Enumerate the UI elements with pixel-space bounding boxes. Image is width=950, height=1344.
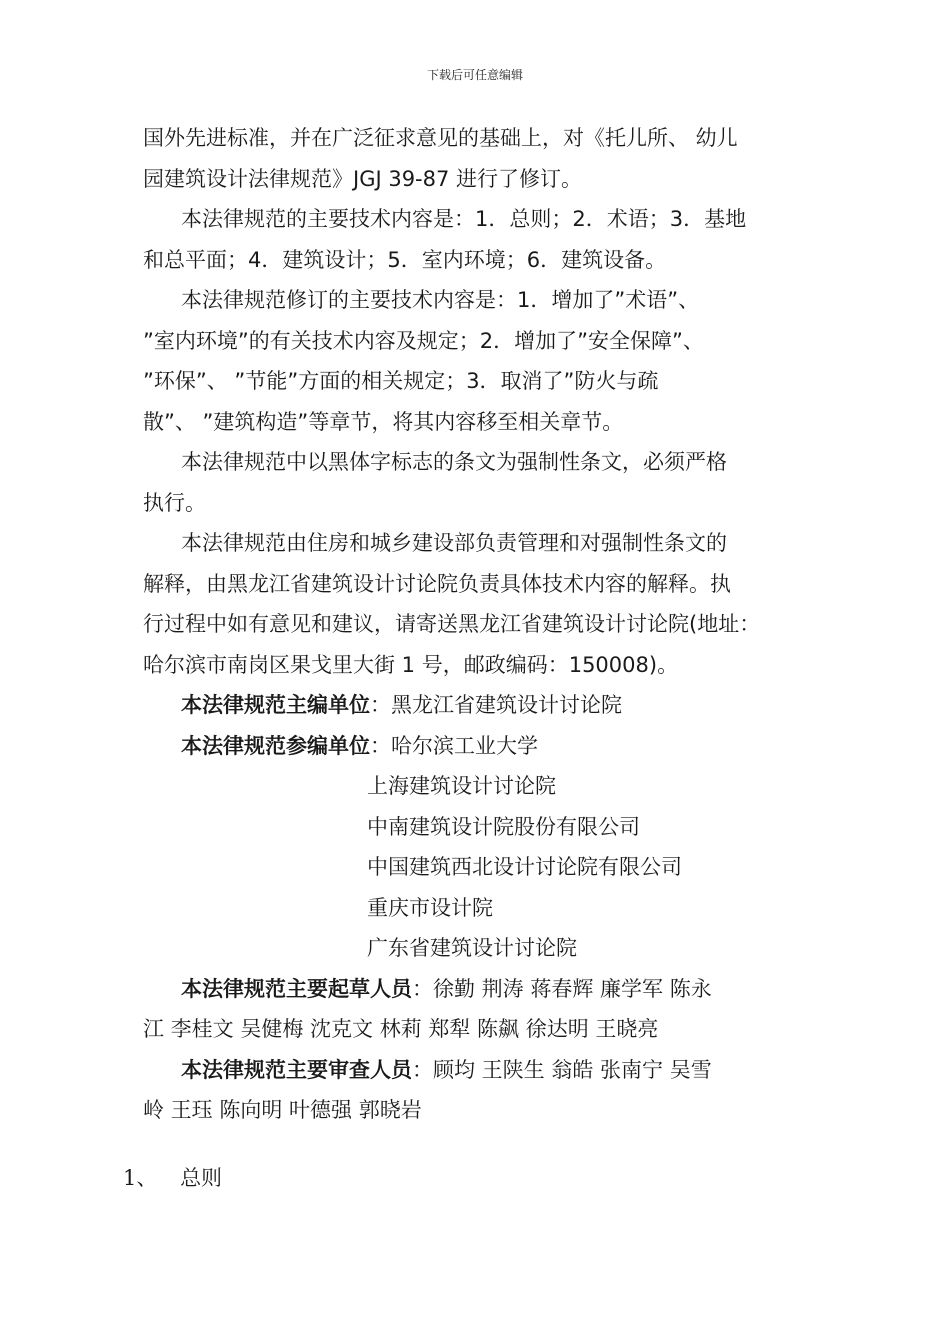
text-line: ”环保”、 ”节能”方面的相关规定；3．取消了”防火与疏 [143, 369, 659, 393]
text-line: 本法律规范中以黑体字标志的条文为强制性条文，必须严格 [181, 450, 727, 474]
section-number: 1、 [123, 1166, 158, 1190]
chief-editor-label: 本法律规范主编单位 [181, 693, 370, 717]
participant-item: 中国建筑西北设计讨论院有限公司 [367, 855, 682, 879]
section-heading [123, 1158, 222, 1198]
text-line: 国外先进标准，并在广泛征求意见的基础上，对《托儿所、 幼儿 [143, 126, 738, 150]
drafters-names: ：徐勤 荆涛 蒋春辉 廉学军 陈永 [412, 976, 712, 1001]
text-line: 和总平面；4．建筑设计；5．室内环境；6．建筑设备。 [143, 247, 667, 272]
chief-editor-value: ：黑龙江省建筑设计讨论院 [370, 693, 622, 717]
document-body [143, 118, 823, 1131]
text-line: 园建筑设计法律规范》JGJ 39-87 进行了修订。 [143, 166, 583, 191]
reviewers-label: 本法律规范主要审查人员 [181, 1057, 412, 1082]
text-line: 解释，由黑龙江省建筑设计讨论院负责具体技术内容的解释。执 [143, 571, 731, 596]
section-title: 总则 [180, 1166, 223, 1190]
text-line: ”室内环境”的有关技术内容及规定；2．增加了”安全保障”、 [143, 328, 704, 353]
drafters-line [143, 969, 823, 1010]
participant-item: 上海建筑设计讨论院 [367, 774, 556, 798]
participant-first: ：哈尔滨工业大学 [370, 733, 538, 758]
text-line: 本法律规范由住房和城乡建设部负责管理和对强制性条文的 [181, 531, 727, 555]
text-line: 散”、 ”建筑构造”等章节，将其内容移至相关章节。 [143, 409, 624, 434]
reviewers-names-cont: 岭 王珏 陈向明 叶德强 郭晓岩 [143, 1098, 422, 1122]
page-header: 下载后可任意编辑 [426, 68, 523, 82]
text-line: 本法律规范的主要技术内容是：1．总则；2．术语；3．基地 [181, 207, 747, 231]
participant-item: 广东省建筑设计讨论院 [367, 936, 577, 960]
drafters-label: 本法律规范主要起草人员 [181, 976, 412, 1001]
participant-item: 中南建筑设计院股份有限公司 [367, 814, 640, 839]
participant-item: 重庆市设计院 [367, 895, 493, 920]
chief-editor-line [143, 685, 823, 726]
text-line: 执行。 [143, 490, 206, 515]
reviewers-names: ：顾均 王陕生 翁皓 张南宁 吴雪 [412, 1057, 712, 1082]
text-line: 行过程中如有意见和建议，请寄送黑龙江省建筑设计讨论院(地址： [143, 612, 761, 636]
text-line: 本法律规范修订的主要技术内容是：1．增加了”术语”、 [181, 288, 700, 312]
text-line: 哈尔滨市南岗区果戈里大街 1 号，邮政编码：150008)。 [143, 652, 679, 677]
reviewers-line [143, 1050, 823, 1091]
drafters-names-cont: 江 李桂文 吴健梅 沈克文 林莉 郑犁 陈飙 徐达明 王晓亮 [143, 1017, 659, 1041]
participants-label: 本法律规范参编单位 [181, 733, 370, 758]
participants-line [143, 726, 823, 767]
